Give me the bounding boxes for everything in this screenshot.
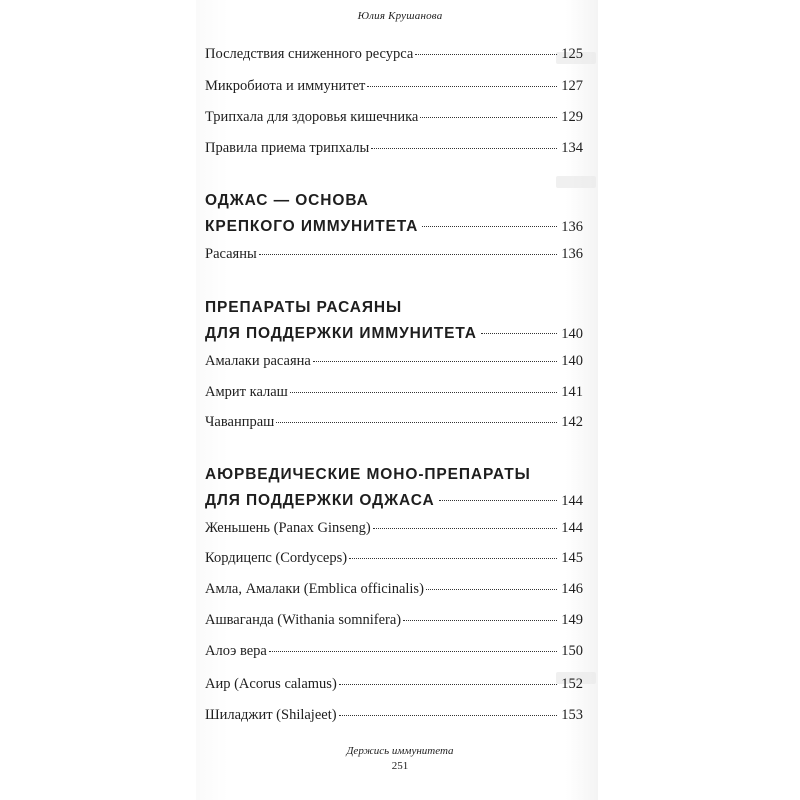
- toc-entry: [205, 643, 583, 660]
- toc-entry-page: 142: [561, 414, 583, 430]
- running-footer-title: Держись иммунитета: [346, 745, 454, 757]
- running-header-author: Юлия Крушанова: [357, 10, 443, 22]
- dot-leader: [367, 86, 557, 87]
- toc-entry-title: Шиладжит (Shilajeet): [205, 707, 337, 723]
- toc-entry-page: 127: [561, 78, 583, 94]
- toc-entry-title: Микробиота и иммунитет: [205, 78, 366, 94]
- toc-entry-title: Ашваганда (Withania somnifera): [205, 612, 402, 628]
- toc-entry-title: Кордицепс (Cordyceps): [205, 550, 348, 566]
- toc-entry-page: 129: [561, 109, 583, 125]
- toc-entry: [205, 612, 583, 629]
- section-heading-mono: [205, 462, 583, 514]
- toc-entry-title: Расаяны: [205, 246, 257, 262]
- toc-entry-title: Амла, Амалаки (Emblica officinalis): [205, 581, 424, 597]
- dot-leader: [373, 528, 558, 529]
- dot-leader: [415, 54, 557, 55]
- toc-entry: [205, 140, 583, 157]
- toc-entry-page: 152: [561, 676, 583, 692]
- toc-entry-page: 145: [561, 550, 583, 566]
- toc-entry-title: Аир (Acorus calamus): [205, 676, 337, 692]
- toc-entry: [205, 707, 583, 724]
- dot-leader: [371, 148, 557, 149]
- dot-leader: [313, 361, 557, 362]
- dot-leader: [269, 651, 557, 652]
- section-page: 144: [561, 493, 583, 509]
- dot-leader: [339, 715, 558, 716]
- page-number: 251: [391, 760, 409, 772]
- toc-entry-page: 150: [561, 643, 583, 659]
- dot-leader: [339, 684, 557, 685]
- bleed-through-mark: [556, 176, 596, 188]
- toc-entry-title: Амалаки расаяна: [205, 353, 311, 369]
- toc-entry-title: Последствия сниженного ресурса: [205, 46, 414, 62]
- dot-leader: [349, 558, 557, 559]
- dot-leader: [420, 117, 557, 118]
- toc-entry: [205, 550, 583, 567]
- toc-entry-page: 140: [561, 353, 583, 369]
- toc-entry: [205, 414, 583, 431]
- toc-entry-page: 141: [561, 384, 583, 400]
- section-page: 140: [561, 326, 583, 342]
- dot-leader: [259, 254, 558, 255]
- toc-entry-title: Женьшень (Panax Ginseng): [205, 520, 371, 536]
- toc-entry: [205, 46, 583, 63]
- dot-leader: [439, 500, 558, 501]
- toc-entry-page: 144: [561, 520, 583, 536]
- dot-leader: [481, 333, 557, 334]
- dot-leader: [422, 226, 557, 227]
- toc-entry: [205, 520, 583, 537]
- toc-entry-title: Амрит калаш: [205, 384, 288, 400]
- toc-entry: [205, 676, 583, 693]
- section-heading-line1: ОДЖАС — ОСНОВА: [205, 192, 369, 209]
- section-page: 136: [561, 219, 583, 235]
- toc-entry-page: 153: [561, 707, 583, 723]
- toc-entry: [205, 353, 583, 370]
- toc-entry-title: Чаванпраш: [205, 414, 275, 430]
- toc-entry-page: 134: [561, 140, 583, 156]
- section-heading-line2: КРЕПКОГО ИММУНИТЕТА: [205, 218, 419, 235]
- toc-entry-title: Правила приема трипхалы: [205, 140, 370, 156]
- toc-entry-page: 125: [561, 46, 583, 62]
- toc-entry: [205, 109, 583, 126]
- toc-entry: [205, 384, 583, 401]
- toc-entry-page: 149: [561, 612, 583, 628]
- section-heading-line2: ДЛЯ ПОДДЕРЖКИ ИММУНИТЕТА: [205, 325, 477, 342]
- toc-entry: [205, 581, 583, 598]
- section-heading-line1: АЮРВЕДИЧЕСКИЕ МОНО-ПРЕПАРАТЫ: [205, 466, 531, 483]
- toc-entry: [205, 246, 583, 263]
- section-heading-line2: ДЛЯ ПОДДЕРЖКИ ОДЖАСА: [205, 492, 435, 509]
- toc-entry-page: 136: [561, 246, 583, 262]
- section-heading-line1: ПРЕПАРАТЫ РАСАЯНЫ: [205, 299, 403, 316]
- toc-entry: [205, 78, 583, 95]
- dot-leader: [403, 620, 557, 621]
- toc-entry-page: 146: [561, 581, 583, 597]
- section-heading-ojas: [205, 188, 583, 240]
- dot-leader: [426, 589, 557, 590]
- toc-entry-title: Трипхала для здоровья кишечника: [205, 109, 419, 125]
- section-heading-rasayana: [205, 295, 583, 347]
- toc-entry-title: Алоэ вера: [205, 643, 267, 659]
- dot-leader: [276, 422, 557, 423]
- dot-leader: [290, 392, 557, 393]
